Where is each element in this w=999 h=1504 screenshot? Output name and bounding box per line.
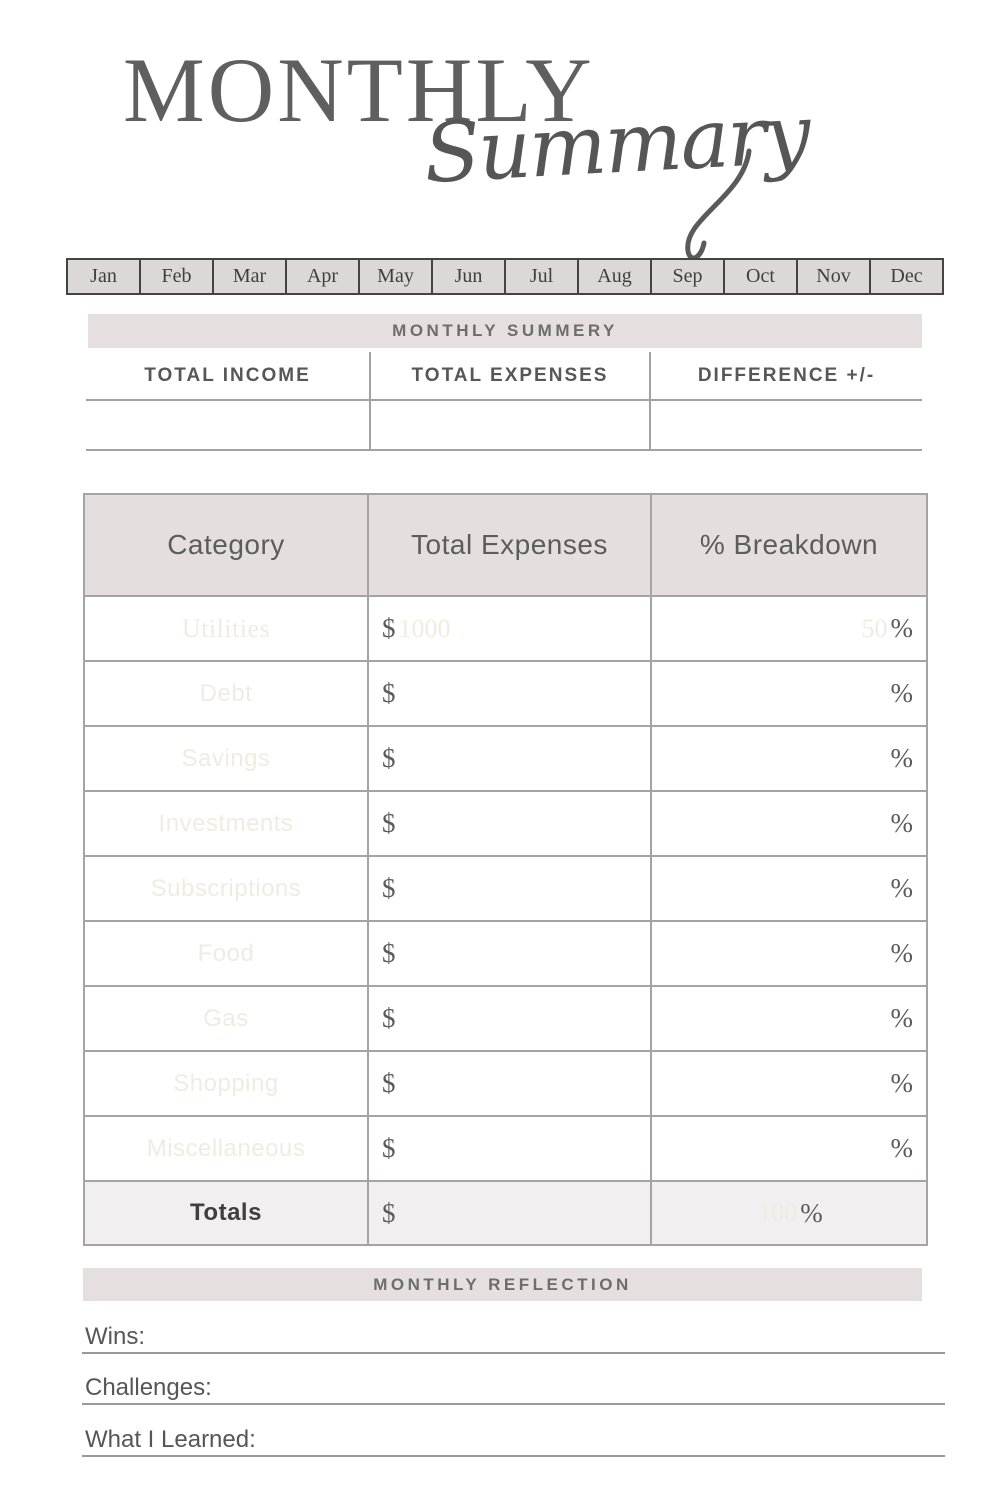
dollar-sign: $ — [382, 1068, 396, 1098]
month-tabs — [66, 258, 944, 295]
amount-cell[interactable] — [367, 597, 650, 660]
percent-sign: % — [890, 743, 913, 773]
dollar-sign: $ — [382, 743, 396, 773]
monthly-summary-table — [86, 352, 922, 451]
month-tab-dec[interactable]: Dec — [869, 260, 942, 293]
table-row-subscriptions — [85, 855, 926, 920]
percent-cell[interactable] — [650, 792, 926, 855]
dollar-sign: $ — [382, 1133, 396, 1163]
reflection-field-wins[interactable] — [82, 1322, 945, 1354]
percent-cell[interactable] — [650, 857, 926, 920]
month-tab-apr[interactable]: Apr — [285, 260, 358, 293]
amount-value: 1000 — [398, 613, 451, 643]
amount-cell[interactable] — [367, 727, 650, 790]
month-tab-nov[interactable]: Nov — [796, 260, 869, 293]
month-tab-mar[interactable]: Mar — [212, 260, 285, 293]
amount-cell[interactable] — [367, 662, 650, 725]
dollar-sign: $ — [382, 938, 396, 968]
table-row-miscellaneous — [85, 1115, 926, 1180]
percent-breakdown-column-header: % Breakdown — [650, 495, 926, 595]
percent-cell[interactable] — [650, 662, 926, 725]
monthly-reflection-header: MONTHLY REFLECTION — [83, 1268, 922, 1301]
table-row-investments — [85, 790, 926, 855]
month-tab-feb[interactable]: Feb — [139, 260, 212, 293]
page-title: MONTHLY — [123, 39, 595, 141]
amount-cell[interactable] — [367, 922, 650, 985]
wins-label: Wins: — [85, 1323, 145, 1350]
month-tab-may[interactable]: May — [358, 260, 431, 293]
month-tab-jul[interactable]: Jul — [504, 260, 577, 293]
amount-cell[interactable] — [367, 987, 650, 1050]
category-cell[interactable]: Utilities — [181, 613, 271, 643]
table-row-utilities — [85, 595, 926, 660]
totals-label: Totals — [190, 1199, 262, 1226]
amount-cell[interactable] — [367, 1117, 650, 1180]
category-cell[interactable]: Debt — [199, 679, 253, 707]
percent-sign: % — [890, 1068, 913, 1098]
category-cell[interactable]: Gas — [203, 1004, 249, 1032]
month-tab-jan[interactable]: Jan — [90, 265, 117, 287]
table-row-debt — [85, 660, 926, 725]
total-income-header: TOTAL INCOME — [86, 352, 369, 401]
difference-header: DIFFERENCE +/- — [649, 352, 922, 401]
difference-value-field[interactable] — [649, 401, 922, 451]
category-column-header: Category — [167, 529, 285, 560]
challenges-label: Challenges: — [85, 1374, 212, 1401]
month-tab-sep[interactable]: Sep — [650, 260, 723, 293]
percent-sign: % — [890, 938, 913, 968]
total-expenses-value-field[interactable] — [369, 401, 649, 451]
table-row-savings — [85, 725, 926, 790]
expense-table — [83, 493, 928, 1246]
category-cell[interactable]: Food — [197, 939, 255, 967]
dollar-sign: $ — [382, 808, 396, 838]
category-cell[interactable]: Investments — [158, 809, 294, 837]
percent-sign: % — [890, 1003, 913, 1033]
percent-sign: % — [890, 1133, 913, 1163]
page-title-script: Summary — [421, 86, 812, 203]
totals-percent-value: 100 — [758, 1198, 798, 1227]
percent-cell[interactable] — [650, 1117, 926, 1180]
percent-sign: % — [890, 678, 913, 708]
reflection-field-challenges[interactable] — [82, 1373, 945, 1405]
what-i-learned-label: What I Learned: — [85, 1426, 256, 1453]
category-cell[interactable]: Subscriptions — [150, 874, 302, 902]
percent-sign: % — [800, 1197, 823, 1228]
amount-cell[interactable] — [367, 857, 650, 920]
table-row-shopping — [85, 1050, 926, 1115]
dollar-sign: $ — [382, 678, 396, 708]
category-cell[interactable]: Miscellaneous — [146, 1134, 306, 1162]
total-expenses-column-header: Total Expenses — [367, 495, 650, 595]
monthly-summary-header: MONTHLY SUMMERY — [88, 314, 922, 348]
table-row-totals — [85, 1180, 926, 1244]
script-tail-decoration — [655, 145, 765, 267]
month-tab-jun[interactable]: Jun — [431, 260, 504, 293]
percent-sign: % — [890, 808, 913, 838]
dollar-sign: $ — [382, 613, 396, 643]
percent-sign: % — [890, 613, 913, 643]
dollar-sign: $ — [382, 873, 396, 903]
percent-cell[interactable] — [650, 597, 926, 660]
totals-amount-cell[interactable] — [367, 1182, 650, 1244]
totals-percent-cell — [650, 1182, 926, 1244]
percent-value: 50 — [861, 613, 888, 643]
category-cell[interactable]: Savings — [181, 744, 271, 772]
dollar-sign: $ — [382, 1197, 396, 1228]
percent-cell[interactable] — [650, 727, 926, 790]
reflection-field-what-i-learned[interactable] — [82, 1425, 945, 1457]
month-tab-aug[interactable]: Aug — [577, 260, 650, 293]
percent-cell[interactable] — [650, 987, 926, 1050]
percent-sign: % — [890, 873, 913, 903]
total-income-value-field[interactable] — [86, 401, 369, 451]
expense-table-header-row — [85, 495, 926, 595]
amount-cell[interactable] — [367, 792, 650, 855]
category-cell[interactable]: Shopping — [173, 1069, 279, 1097]
month-tab-oct[interactable]: Oct — [723, 260, 796, 293]
amount-cell[interactable] — [367, 1052, 650, 1115]
dollar-sign: $ — [382, 1003, 396, 1033]
total-expenses-header: TOTAL EXPENSES — [369, 352, 649, 401]
percent-cell[interactable] — [650, 922, 926, 985]
table-row-food — [85, 920, 926, 985]
table-row-gas — [85, 985, 926, 1050]
percent-cell[interactable] — [650, 1052, 926, 1115]
